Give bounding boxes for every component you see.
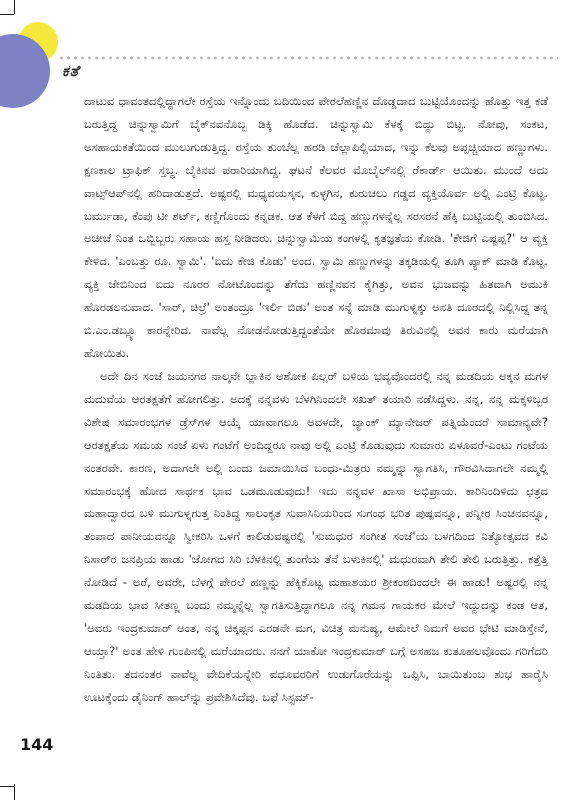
paragraph: ದಾಟುವ ಧಾವಂತದಲ್ಲಿದ್ದಾಗಲೇ ರಸ್ತೆಯ ಇನ್ನೊಂದು ಬದಿಯಿಂದ ಪೇರಲೆಹಣ್ಣಿನ ದೊಡ್ಡದಾದ ಬುಟ್ಟಿಯೊಂದನ್ನು ಹೊತ್ತು ಇತ್ತ ಕಡೆ ಬರುತ್ತಿದ್ದ ಚಿನ್ನುಸ್ವಾಮಿಗೆ ಬೈಕ್‌ನವನೊಬ್ಬ ಡಿಕ್ಕಿ ಹೊಡೆದ. ಚಿನ್ನುಸ್ವಾಮಿ ಕೆಳಕ್ಕೆ ಬಿದ್ದು ಬಿಟ್ಟ. ನೋವು, ಸಂಕಟ, ಅಸಹಾಯಕತೆಯಿಂದ ಮುಲುಗುಡುತ್ತಿದ್ದ. ರಸ್ತೆಯ ತುಂಬೆಲ್ಲ ಹರಡಿ ಚೆಲ್ಲಾಪಿಲ್ಲಿಯಾದ, ಇನ್ನು ಕೆಲವು ಅಪ್ಪಚ್ಚಿಯಾದ ಹಣ್ಣುಗಳು. ಕ್ಷಣಕಾಲ ಟ್ರಾಫಿಕ್ ಸ್ತಬ್ಧ. ಬೈಕಿನವ ಪರಾರಿಯಾಗಿದ್ದ. ಘಟನೆ ಕೆಲವರ ಮೊಬೈಲ್‌ನಲ್ಲಿ ರೆಕಾರ್ಡ್ ಆಯಿತು. ಮುಂದೆ ಅದು ವಾಟ್ಸ್‌ಆಪ್‌ನಲ್ಲಿ ಹರಿದಾಡುತ್ತದೆ. ಅಷ್ಟರಲ್ಲಿ ಮಧ್ಯವಯಸ್ಕನ, ಕುಳ್ಳಗಿನ, ಕುರುಚಲು ಗಡ್ಡದ ವ್ಯಕ್ತಿಯೊರ್ವ ಅಲ್ಲಿ ಎಂಟ್ರಿ ಕೊಟ್ಟ. ಬರ್ಮುಡಾ, ಕೆಂಪು ಟೀ ಶರ್ಟ್, ಕಣ್ಣಿಗೊಂದು ಕನ್ನಡಕ. ಆತ ಕೆಳಗೆ ಬಿದ್ದ ಹಣ್ಣುಗಳನ್ನೆಲ್ಲ ಸರಸರನೆ ಹೆಕ್ಕಿ ಬುಟ್ಟಿಯಲ್ಲಿ ತುಂಬಿಸಿದ. ಅಚೀಚೆ ನಿಂತ ಒಬ್ಬಿಬ್ಬರು ಸಹಾಯ ಹಸ್ತ ನೀಡಿದರು. ಚಿನ್ನುಸ್ವಾಮಿಯ ಕಂಗಳಲ್ಲಿ ಕೃತಜ್ಞತೆಯ ಕೋಡಿ. 'ಕೇಜಿಗೆ ಎಷ್ಟಪ್ಪ?' ಆ ವ್ಯಕ್ತಿ ಕೇಳಿದ. 'ಎಂಬತ್ತು ರೂ. ಸ್ವಾಮಿ'. 'ಐದು ಕೇಜಿ ಕೊಡು' ಅಂದ. ಸ್ವಾಮಿ ಹಣ್ಣುಗಳನ್ನು ತಕ್ಕಡಿಯಲ್ಲಿ ತೂಗಿ ಪ್ಯಾಕ್ ಮಾಡಿ ಕೊಟ್ಟ. ವ್ಯಕ್ತಿ ಜೇಬಿನಿಂದ ಐದು ನೂರರ ನೋಟೊಂದನ್ನು ತೆಗೆದು ಹಣ್ಣಿನವನ ಕೈಗಿತ್ತು, ಅವನ ಭುಜವನ್ನು ಹಿತವಾಗಿ ಅಮುಕಿ ಹೊರಡಲನುವಾದ. 'ಸಾರ್, ಚಿಲ್ರೆ' ಅಂತಂದ್ರೂ 'ಇರ್ಲಿ ಬಿಡು' ಅಂತ ಸನ್ನೆ ಮಾಡಿ ಮುಗುಳ್ನಕ್ಕು ಅನತಿ ದೂರದಲ್ಲಿ ನಿಲ್ಲಿಸಿದ್ದ ತನ್ನ ಬಿ.ಎಂ.ಡಬ್ಲ್ಯೂ ಕಾರನ್ನೇರಿದ. ನಾವೆಲ್ಲ ನೋಡನೋಡುತ್ತಿದ್ದಂತೆಯೇ ಹೊರಮಾವು ತಿರುವಿನಲ್ಲಿ ಅವನ ಕಾರು ಮರೆಯಾಗಿ ಹೋಯಿತು. [84, 94, 548, 360]
paragraph: ಅದೇ ದಿನ ಸಂಜೆ ಜಯನಗರ ನಾಲ್ಕನೇ ಬ್ಲಾಕಿನ ಅಶೋಕ ಪಿಲ್ಲರ್ ಬಳಿಯ ಭವ್ಯವೊಂದರಲ್ಲಿ ನನ್ನ ಮಡದಿಯ ಅಕ್ಕನ ಮಗಳ ಮದುವೆಯ ಆರತಕ್ಷತೆಗೆ ಹೋಗಲಿತ್ತು. ಅದಕ್ಕೆ ನನ್ನವಳು ಬೆಳಗಿನಿಂದಲೇ ಸಖತ್ ತಯಾರಿ ನಡೆಸಿದ್ದಳು. ನನ್ನ, ನನ್ನ ಮಕ್ಕಳಿಬ್ಬರ ವಿಶೇಷ ಸಮಾರಂಭಗಳ ಡ್ರೆಸ್‌ಗಳ ಆಯ್ಕೆ ಯಾವಾಗಲೂ ಅವಳದೇ, ಬ್ಯಾಂಕ್ ಮ್ಯಾನೇಜರ್ ಪತ್ನಿಯೆಂದರೆ ಸಾಮಾನ್ಯವೇ? ಆರತಕ್ಷತೆಯ ಸಮಯ ಸಂಜೆ ಏಳು ಗಂಟೆಗೆ ಅಂದಿದ್ದರೂ ನಾವು ಅಲ್ಲಿ ಎಂಟ್ರಿ ಕೊಡುವುದು ಸುಮಾರು ಏಳೂವರೆ-ಎಂಟು ಗಂಟೆಯ ನಂತರವೇ. ಕಾರಣ, ಅದಾಗಲೇ ಅಲ್ಲಿ ಬಂದು ಜಮಾಯಿಸಿದ ಬಂಧು-ಮಿತ್ರರು ನಮ್ಮನ್ನು ಸ್ವಾಗತಿಸಿ, ಗೌರವಿಸಿದಾಗಲೇ ನಮ್ಮಲ್ಲಿ ಸಮಾರಂಭಕ್ಕೆ ಹೋದ ಸಾರ್ಥಕ ಭಾವ ಒಡಮೂಡುವುದು! ಇದು ನನ್ನವಳ ಖಾಸಾ ಅಭಿಪ್ರಾಯ. ಕಾರಿನಿಂದಿಳಿದು ಛತ್ರದ ಮಹಾದ್ವಾರದ ಬಳಿ ಮುಗುಳ್ನಗುತ್ತ ನಿಂತಿದ್ದ ಸಾಲಂಕೃತ ಸುವಾಸಿನಿಯರಿಂದ ಸುಗಂಧ ಭರಿತ ಪುಷ್ಪವನ್ನೂ, ಪನ್ನೀರ ಸಿಂಚನವನ್ನೂ, ತಂಪಾದ ಪಾನೀಯವನ್ನೂ ಸ್ವೀಕರಿಸಿ ಒಳಗೆ ಕಾಲಿಡುವಷ್ಟರಲ್ಲಿ 'ಸುಮಧುರ ಸಂಗೀತ ಸಂಜೆ'ಯ ಬಳಗದಿಂದ ನಿತ್ಯೋತ್ಸವದ ಕವಿ ನಿಸಾರ್‌ರ ಜನಪ್ರಿಯ ಹಾಡು 'ಜೋಗದ ಸಿರಿ ಬೆಳಕಿನಲ್ಲಿ ತುಂಗೆಯ ತೆನೆ ಬಳುಕಿನಲ್ಲಿ' ಮಧುರವಾಗಿ ತೇಲಿ ತೇಲಿ ಬರುತ್ತಿತ್ತು. ಕತ್ತೆತ್ತಿ ನೋಡಿದೆ - ಅರೆ, ಅವರೇ, ಬೆಳಗ್ಗೆ ಪೇರಲೆ ಹಣ್ಣನ್ನು ಹೆಕ್ಕಿಕೊಟ್ಟ ಮಹಾಶಯರ ಶ್ರೀಕಂಠದಿಂದಲೇ ಈ ಹಾಡು! ಅಷ್ಟರಲ್ಲಿ ನನ್ನ ಮಡದಿಯ ಭಾವ ಸೀತಣ್ಣ ಬಂದು ನಮ್ಮನ್ನೆಲ್ಲ ಸ್ವಾಗತಿಸುತ್ತಿದ್ದಾಗಲೂ ನನ್ನ ಗಮನ ಗಾಯಕರ ಮೇಲೆ ಇದ್ದುದನ್ನು ಕಂಡ ಆತ, 'ಅವರು ಇಂದ್ರಕುಮಾರ್ ಅಂತ, ನನ್ನ ಚಿಕ್ಕಪ್ಪನ ಎರಡನೇ ಮಗ, ವಿಚಿತ್ರ ಮನುಷ್ಯ, ಆಮೇಲೆ ನಿಮಗೆ ಅವರ ಭೇಟಿ ಮಾಡಿಸ್ತೇನೆ, ಆಯ್ತಾ?' ಅಂತ ಹೇಳಿ ಗುಂಪಿನಲ್ಲಿ ಮರೆಯಾದರು. ನನಗೆ ಯಾಕೋ ಇಂದ್ರಕುಮಾರ್ ಬಗ್ಗೆ ಅಸಹಜ ಕುತೂಹಲವೊಂದು ಗರಿಗೆದರಿ ನಿಂತಿತು. ತದನಂತರ ನಾವೆಲ್ಲ ವೇದಿಕೆಯನ್ನೇರಿ ವಧೂವರರಿಗೆ ಉಡುಗೊರೆಯನ್ನು ಒಪ್ಪಿಸಿ, ಬಾಯಿತುಂಬ ಶುಭ ಹಾರೈಸಿ ಊಟಕ್ಕೆಂದು ಡೈನಿಂಗ್ ಹಾಲ್‌ನ್ನು ಪ್ರವೇಶಿಸಿದೆವು. ಬಫೆ ಸಿಸ್ಟಮ್- [84, 369, 548, 704]
crop-mark-top-left [0, 14, 14, 15]
page-number: 144 [20, 735, 54, 754]
crop-mark-bottom-left [0, 786, 14, 787]
crop-mark-bottom-left [14, 784, 15, 800]
story-body [84, 90, 548, 800]
crop-mark-top-left [14, 0, 15, 14]
section-label: ಕತೆ [62, 62, 80, 80]
header-dotted-rule [58, 56, 558, 60]
